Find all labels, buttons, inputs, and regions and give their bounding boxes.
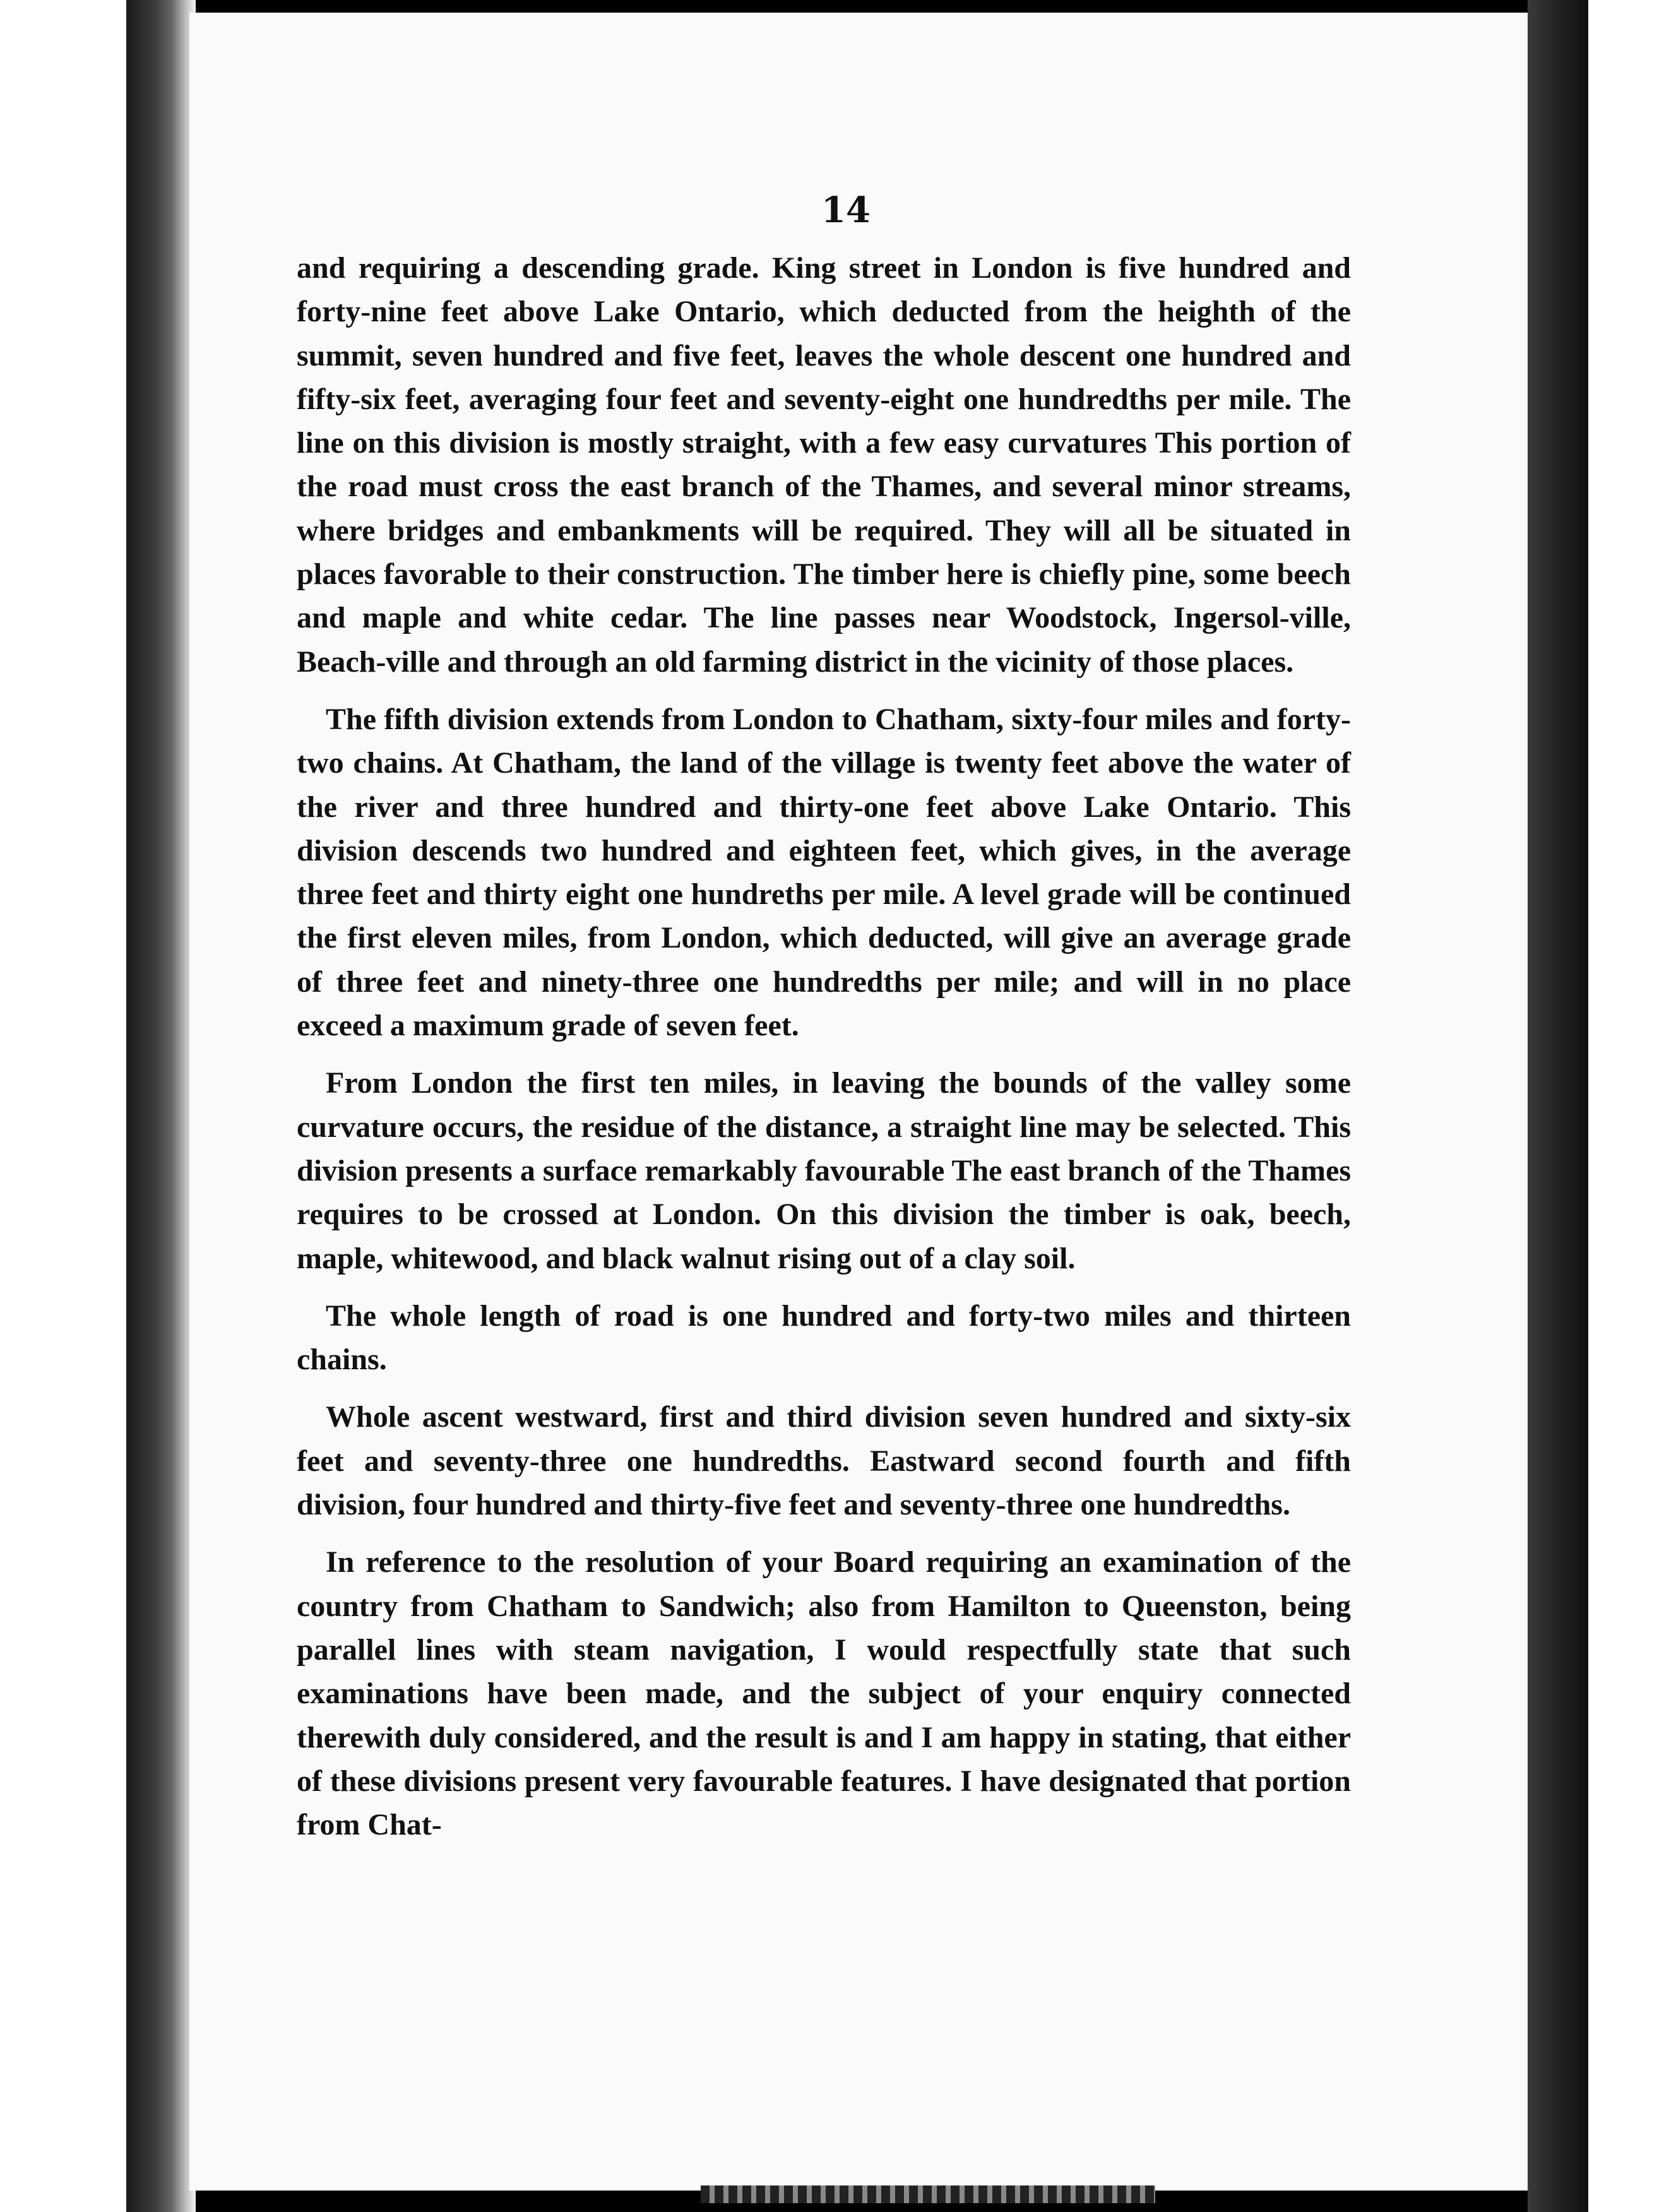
left-scan-border — [0, 0, 126, 2212]
paragraph: The whole length of road is one hundred and forty-two miles and thirteen chains. — [297, 1299, 1351, 1377]
paragraph: Whole ascent westward, first and third division seven hundred and sixty-six feet and seventy-three one hundredths. Eastward second fourth and fifth division, four hundred and thirty-five feet and seventy-three one hundredths. — [297, 1400, 1351, 1522]
paragraph: In reference to the resolution of your Board requiring an examination of the country from Chatham to Sandwich; also from Hamilton to Queenston, being parallel lines with steam navigation, I would respectfully state that such examinations have been made, and the subject of your enquiry connected therewith duly considered, and the result is and I am happy in stating, that either of these divisions present very favourable features. I have designated that portion from Chat- — [297, 1545, 1351, 1842]
paragraph: From London the first ten miles, in leaving the bounds of the valley some curvature occurs, the residue of the distance, a straight line may be selected. This division presents a surface remarkably favourable The east branch of the Thames requires to be crossed at London. On this division the timber is oak, beech, maple, whitewood, and black walnut rising out of a clay soil. — [297, 1066, 1351, 1275]
right-scan-border — [1588, 0, 1664, 2212]
paragraph: The fifth division extends from London to Chatham, sixty-four miles and forty-two chains. At Chatham, the land of the village is twenty feet above the water of the river and three hundred and thirty-one feet above Lake Ontario. This division descends two hundred and eighteen feet, which gives, in the average three feet and thirty eight one hundreths per mile. A level grade will be continued the first eleven miles, from London, which deducted, will give an average grade of three feet and ninety-three one hundredths per mile; and will in no place exceed a maximum grade of seven feet. — [297, 702, 1351, 1043]
book-binding-gutter — [126, 0, 196, 2212]
page-number: 14 — [821, 189, 871, 231]
page-right-edge — [1528, 0, 1588, 2212]
paragraph: and requiring a descending grade. King street in London is five hundred and forty-nine feet above Lake Ontario, which deducted from the heighth of the summit, seven hundred and five feet, leaves the whole descent one hundred and fifty-six feet, averaging four feet and seventy-eight one hundredths per mile. The line on this division is mostly straight, with a few easy curvatures This portion of the road must cross the east branch of the Thames, and several minor streams, where bridges and embankments will be required. They will all be situated in places favorable to their construction. The timber here is chiefly pine, some beech and maple and white cedar. The line passes near Woodstock, Ingersol-ville, Beach-ville and through an old farming district in the vicinity of those places. — [297, 251, 1351, 679]
bottom-scan-artifact — [701, 2185, 1155, 2203]
body-text — [297, 246, 1351, 1860]
